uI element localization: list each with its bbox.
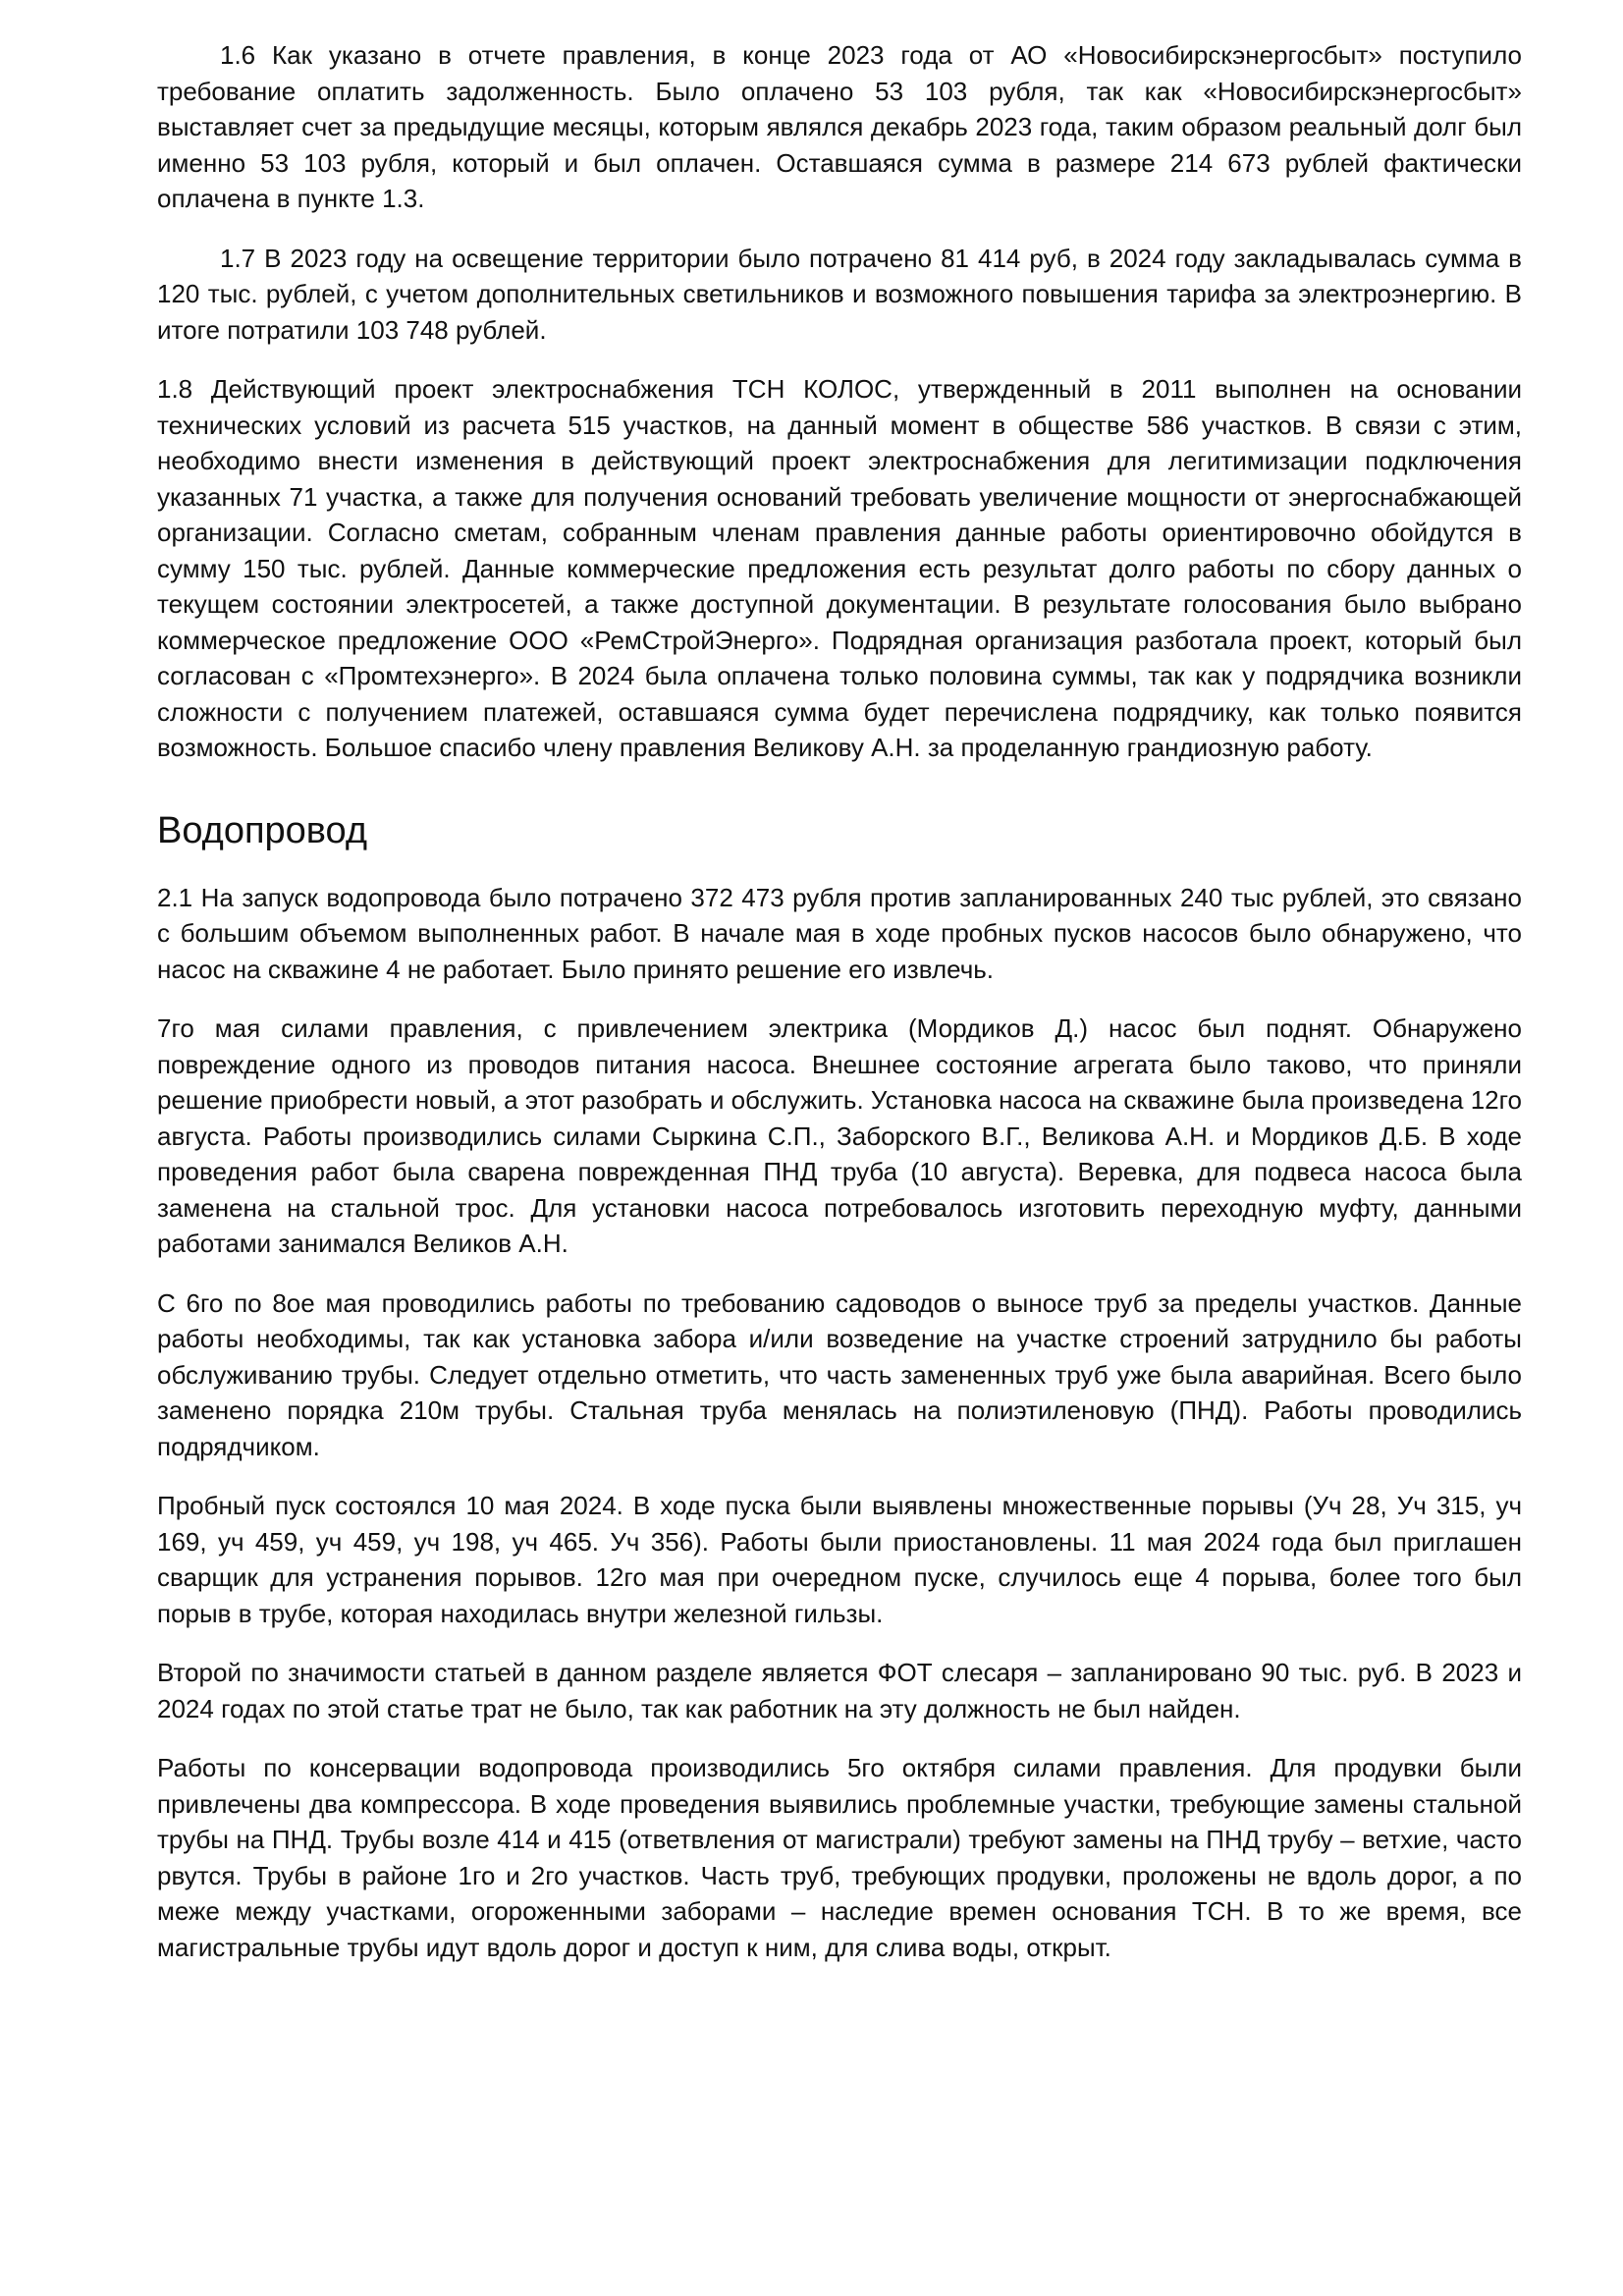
paragraph-1-6: 1.6 Как указано в отчете правления, в конце 2023 года от АО «Новосибирскэнергосбыт» поступило требование оплатить задолженность. Было оплачено 53 103 рубля, так как «Новосибирскэнергосбыт» выставляет счет за предыдущие месяцы, которым являлся декабрь 2023 года, таким образом реальный долг был именно 53 103 рубля, который и был оплачен. Оставшаяся сумма в размере 214 673 рублей фактически оплачена в пункте 1.3. <box>157 40 1522 213</box>
paragraph-1-7: 1.7 В 2023 году на освещение территории было потрачено 81 414 руб, в 2024 году закладывалась сумма в 120 тыс. рублей, с учетом дополнительных светильников и возможного повышения тарифа за электроэнергию. В итоге потратили 103 748 рублей. <box>157 243 1522 345</box>
paragraph-2-1: 2.1 На запуск водопровода было потрачено 372 473 рубля против запланированных 240 тыс рублей, это связано с большим объемом выполненных работ. В начале мая в ходе пробных пусков насосов было обнаружено, что насос на скважине 4 не работает. Было принято решение его извлечь. <box>157 882 1522 984</box>
paragraph-conservation: Работы по консервации водопровода производились 5го октября силами правления. Для продувки были привлечены два компрессора. В ходе проведения выявились проблемные участки, требующие замены стальной трубы на ПНД. Трубы возле 414 и 415 (ответвления от магистрали) требуют замены на ПНД трубу – ветхие, часто рвутся. Трубы в районе 1го и 2го участков. Часть труб, требующих продувки, проложены не вдоль дорог, а по меже между участками, огороженными заборами – наследие времен основания ТСН. В то же время, все магистральные трубы идут вдоль дорог и доступ к ним, для слива воды, открыт. <box>157 1753 1522 1962</box>
paragraph-payroll: Второй по значимости статьей в данном разделе является ФОТ слесаря – запланировано 90 тыс. руб. В 2023 и 2024 годах по этой статье трат не было, так как работник на эту должность не был найден. <box>157 1658 1522 1723</box>
paragraph-pump-lift: 7го мая силами правления, с привлечением электрика (Мордиков Д.) насос был поднят. Обнаружено повреждение одного из проводов питания насоса. Внешнее состояние агрегата было таково, что приняли решение приобрести новый, а этот разобрать и обслужить. Установка насоса на скважине была произведена 12го августа. Работы производились силами Сыркина С.П., Заборского В.Г., Великова А.Н. и Мордиков Д.Б. В ходе проведения работ была сварена поврежденная ПНД труба (10 августа). Веревка, для подвеса насоса была заменена на стальной трос. Для установки насоса потребовалось изготовить переходную муфту, данными работами занимался Великов А.Н. <box>157 1013 1522 1258</box>
section-heading-water: Водопровод <box>157 809 368 851</box>
paragraph-pipe-relocation: С 6го по 8ое мая проводились работы по требованию садоводов о выносе труб за пределы участков. Данные работы необходимы, так как установка забора и/или возведение на участке строений затруднило бы работы обслуживанию трубы. Следует отдельно отметить, что часть замененных труб уже была аварийная. Всего было заменено порядка 210м трубы. Стальная труба менялась на полиэтиленовую (ПНД). Работы проводились подрядчиком. <box>157 1287 1522 1461</box>
paragraph-trial-run: Пробный пуск состоялся 10 мая 2024. В ходе пуска были выявлены множественные порывы (Уч 28, Уч 315, уч 169, уч 459, уч 459, уч 198, уч 465. Уч 356). Работы были приостановлены. 11 мая 2024 года был приглашен сварщик для устранения порывов. 12го мая при очередном пуске, случилось еще 4 порыва, более того был порыв в трубе, которая находилась внутри железной гильзы. <box>157 1491 1522 1628</box>
paragraph-1-8: 1.8 Действующий проект электроснабжения ТСН КОЛОС, утвержденный в 2011 выполнен на основании технических условий из расчета 515 участков, на данный момент в обществе 586 участков. В связи с этим, необходимо внести изменения в действующий проект электроснабжения для легитимизации подключения указанных 71 участка, а также для получения оснований требовать увеличение мощности от энергоснабжающей организации. Согласно сметам, собранным членам правления данные работы ориентировочно обойдутся в сумму 150 тыс. рублей. Данные коммерческие предложения есть результат долго работы по сбору данных о текущем состоянии электросетей, а также доступной документации. В результате голосования было выбрано коммерческое предложение ООО «РемСтройЭнерго». Подрядная организация разботала проект, который был согласован с «Промтехэнерго». В 2024 была оплачена только половина суммы, так как у подрядчика возникли сложности с получением платежей, оставшаяся сумма будет перечислена подрядчику, как только появится возможность. Большое спасибо члену правления Великову А.Н. за проделанную грандиозную работу. <box>157 374 1522 762</box>
document-page <box>157 37 1522 1989</box>
